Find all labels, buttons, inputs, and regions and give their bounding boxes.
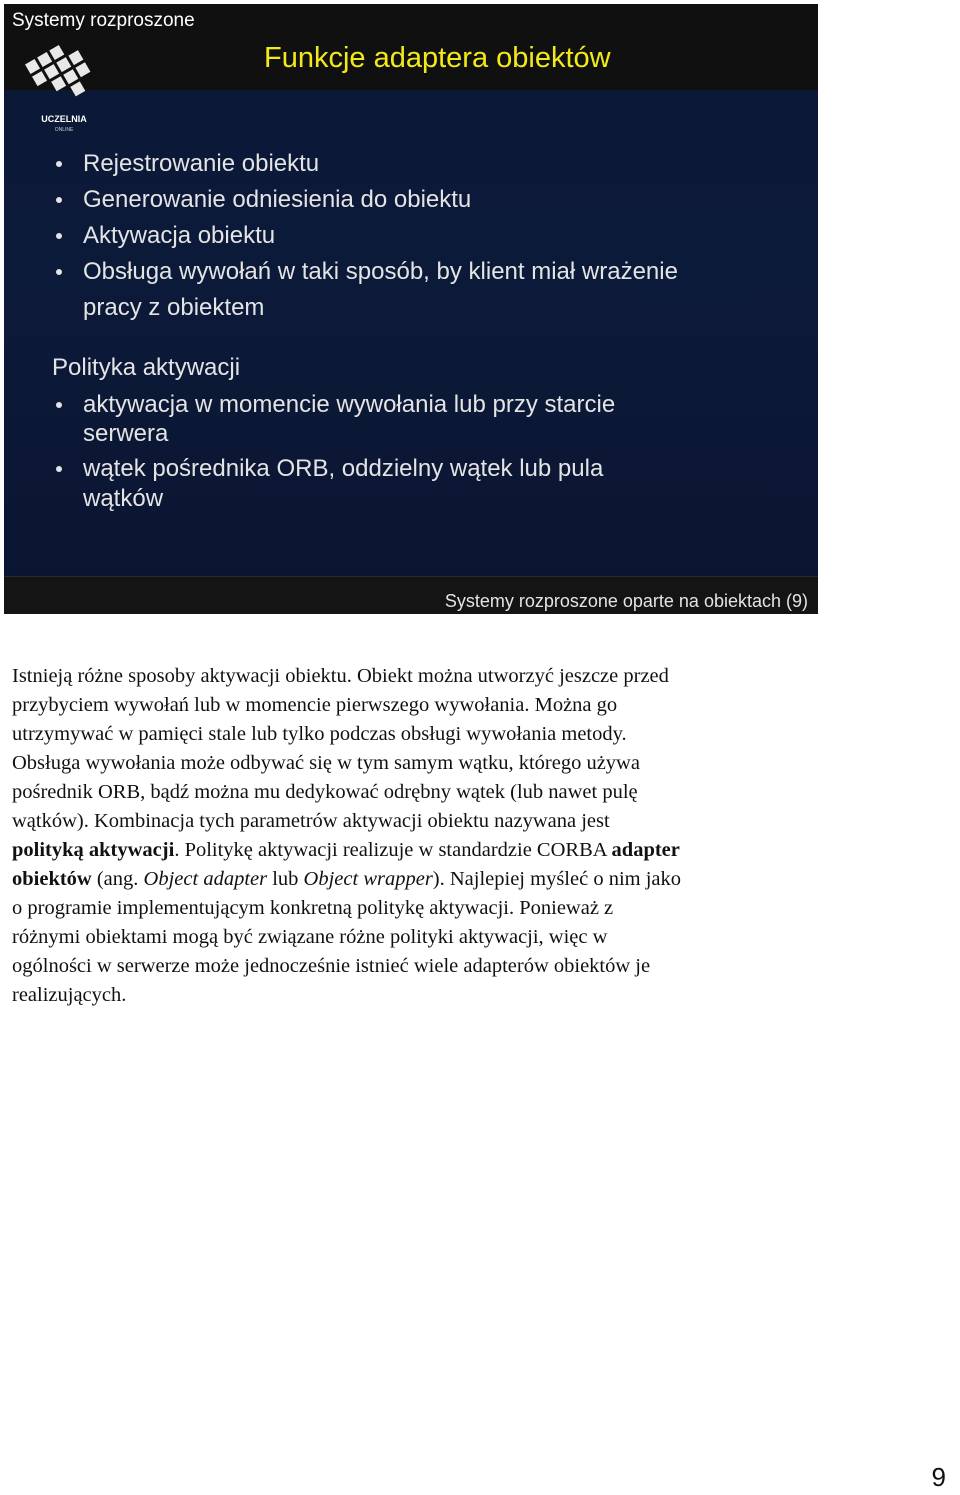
text-line: pośrednik ORB, bądź można mu dedykować odrębny wątek (lub nawet pulę xyxy=(12,781,638,803)
italic-term-object-wrapper: Object wrapper xyxy=(303,868,433,890)
bullet-icon xyxy=(56,466,62,472)
bold-term-objects: obiektów xyxy=(12,868,92,890)
text-line: ogólności w serwerze może jednocześnie istnieć wiele adapterów obiektów je xyxy=(12,955,651,977)
slide xyxy=(4,4,818,614)
text-line xyxy=(12,836,942,865)
slide-footer-text: Systemy rozproszone oparte na obiektach (9) xyxy=(444,591,808,611)
bullet-item: Generowanie odniesienia do obiektu xyxy=(83,186,472,213)
text-segment: (ang. xyxy=(91,868,144,890)
text-line: realizujących. xyxy=(12,984,127,1006)
text-segment: ). Najlepiej myśleć o nim jako xyxy=(432,868,682,890)
bullet-item-continuation: pracy z obiektem xyxy=(83,294,265,321)
bullet-item: Rejestrowanie obiektu xyxy=(83,150,320,177)
text-line xyxy=(12,865,942,894)
bullet-icon xyxy=(56,197,62,203)
lecture-notes-paragraph xyxy=(12,662,942,1010)
text-line: utrzymywać w pamięci stale lub tylko podczas obsługi wywołania metody. xyxy=(12,723,627,745)
bullet-item: Obsługa wywołań w taki sposób, by klient miał wrażenie xyxy=(83,258,678,285)
text-segment: . Politykę aktywacji realizuje w standardzie CORBA xyxy=(174,839,612,861)
text-line: o programie implementującym konkretną politykę aktywacji. Ponieważ z xyxy=(12,897,614,919)
text-line: różnymi obiektami mogą być związane różne polityki aktywacji, więc w xyxy=(12,926,608,948)
section-heading: Polityka aktywacji xyxy=(52,354,241,381)
bullet-icon xyxy=(56,161,62,167)
logo-text-primary: UCZELNIA xyxy=(41,114,87,124)
text-line: Obsługa wywołania może odbywać się w tym samym wątku, którego używa xyxy=(12,752,640,774)
sub-bullet-item-continuation: wątków xyxy=(83,485,164,512)
bullet-icon xyxy=(56,233,62,239)
course-title: Systemy rozproszone xyxy=(12,10,195,31)
sub-bullet-item: wątek pośrednika ORB, oddzielny wątek lub pula xyxy=(83,455,604,482)
slide-title: Funkcje adaptera obiektów xyxy=(264,42,611,74)
bullet-item: Aktywacja obiektu xyxy=(83,222,276,249)
bullet-icon xyxy=(56,402,62,408)
sub-bullet-item-continuation: serwera xyxy=(83,420,169,447)
bold-term-adapter: adapter xyxy=(611,839,680,861)
text-segment: lub xyxy=(267,868,304,890)
sub-bullet-item: aktywacja w momencie wywołania lub przy starcie xyxy=(83,391,616,418)
logo-text-secondary: ONLINE xyxy=(54,127,74,133)
text-line: przybyciem wywołań lub w momencie pierwszego wywołania. Można go xyxy=(12,694,618,716)
slide-content xyxy=(4,4,818,614)
text-line: wątków). Kombinacja tych parametrów aktywacji obiektu nazywana jest xyxy=(12,810,610,832)
bold-term-activation-policy: polityką aktywacji xyxy=(12,839,175,861)
page-number: 9 xyxy=(931,1462,946,1492)
bullet-icon xyxy=(56,269,62,275)
slide-footer xyxy=(4,576,818,614)
italic-term-object-adapter: Object adapter xyxy=(143,868,268,890)
text-line: Istnieją różne sposoby aktywacji obiektu. Obiekt można utworzyć jeszcze przed xyxy=(12,665,669,687)
